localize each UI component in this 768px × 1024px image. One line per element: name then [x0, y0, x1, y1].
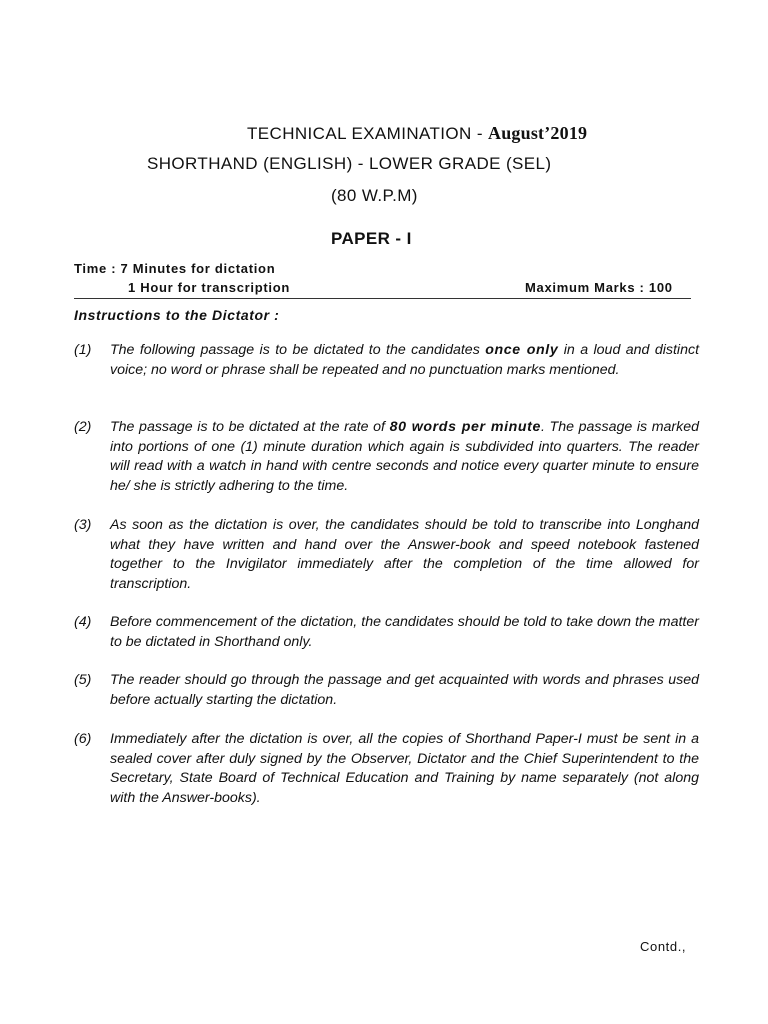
time-transcription: 1 Hour for transcription [128, 280, 290, 295]
instruction-text [110, 516, 699, 594]
instruction-text-part: The passage is to be dictated at the rate of [110, 419, 390, 435]
instruction-text-part: . The passage is marked into portions of one (1) minute duration which again is subdivided into quarters. The reader will read with a watch in hand with centre seconds and notice every quarter minute to ensure he/ she is strictly adhering to the time. [110, 419, 700, 494]
instruction-item [74, 516, 699, 594]
instruction-text-part: As soon as the dictation is over, the candidates should be told to transcribe into Longhand what they have written and hand over the Answer-book and speed notebook fastened together to the Invigilator immediately after the completion of the time allowed for transcription. [110, 517, 699, 592]
instruction-emphasis: once only [485, 342, 559, 358]
exam-date: August’2019 [488, 123, 588, 143]
instruction-text-part: The following passage is to be dictated to the candidates [110, 342, 486, 358]
instruction-number: (2) [74, 419, 92, 435]
time-dictation: Time : 7 Minutes for dictation [74, 261, 276, 276]
exam-title-text [247, 123, 587, 144]
instruction-emphasis: 80 words per minute [389, 419, 541, 435]
instruction-item [74, 730, 699, 808]
instruction-text-part: Immediately after the dictation is over, all the copies of Shorthand Paper-I must be sent in a sealed cover after duly signed by the Observer, Dictator and the Chief Superintendent to the Secretary, State Board of Technical Education and Training by name separately (not along with the Answer-books). [110, 731, 699, 806]
instruction-number: (3) [74, 517, 92, 533]
exam-speed-text: (80 W.P.M) [331, 186, 418, 205]
instruction-text-part: The reader should go through the passage and get acquainted with words and phrases used before actually starting the dictation. [110, 672, 699, 708]
exam-title-main: TECHNICAL EXAMINATION - [247, 124, 489, 143]
instruction-number: (6) [74, 731, 92, 747]
paper-number-text: PAPER - I [331, 229, 412, 248]
instruction-item [74, 671, 699, 710]
instruction-number: (4) [74, 614, 92, 630]
instructions-heading: Instructions to the Dictator : [74, 307, 280, 323]
instruction-item [74, 613, 699, 652]
instruction-item [74, 341, 699, 380]
instruction-text [110, 341, 699, 380]
instruction-text [110, 671, 699, 710]
maximum-marks: Maximum Marks : 100 [525, 280, 673, 295]
instruction-item [74, 418, 699, 496]
instruction-text-part: Before commencement of the dictation, the candidates should be told to take down the matter to be dictated in Shorthand only. [110, 614, 699, 650]
instruction-number: (1) [74, 342, 92, 358]
instruction-text [110, 418, 699, 496]
exam-subtitle-text: SHORTHAND (ENGLISH) - LOWER GRADE (SEL) [147, 154, 552, 173]
instruction-number: (5) [74, 672, 92, 688]
header-divider [74, 298, 691, 299]
continued-note: Contd., [640, 939, 687, 954]
instruction-text [110, 730, 699, 808]
instruction-text [110, 613, 699, 652]
instruction-text-part: in a loud and distinct voice; no word or phrase shall be repeated and no punctuation marks mentioned. [110, 342, 700, 378]
